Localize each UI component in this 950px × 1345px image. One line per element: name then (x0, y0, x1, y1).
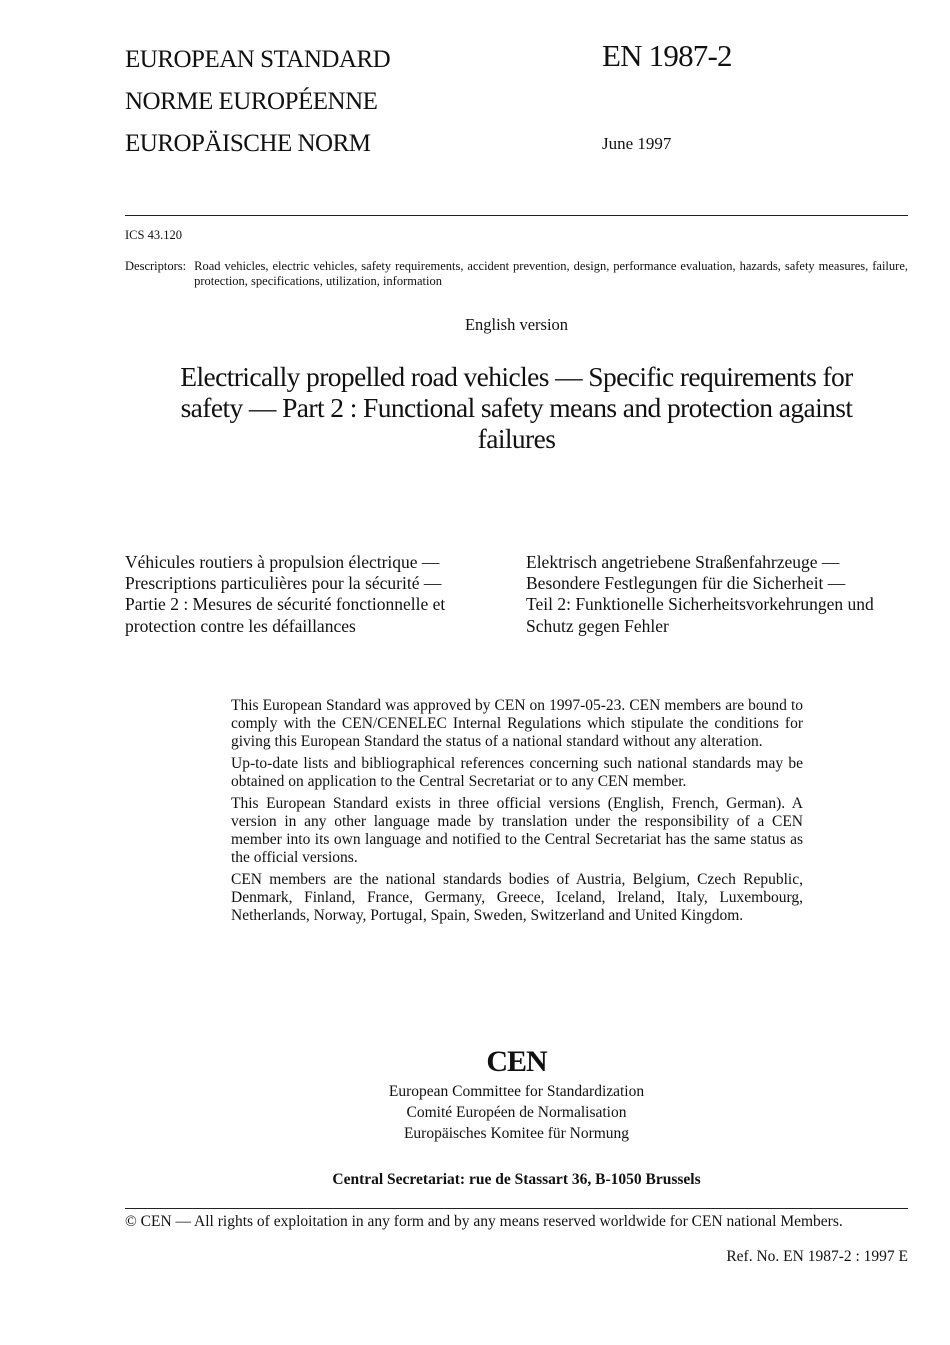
french-title-line: Véhicules routiers à propulsion électrique — (125, 552, 440, 572)
french-title-line: Prescriptions particulières pour la sécurité — (125, 573, 442, 594)
top-divider (125, 215, 908, 216)
title-line: failures (477, 423, 556, 454)
language-version: English version (464, 315, 569, 334)
versions-paragraph: This European Standard exists in three official versions (English, French, German). A version in any other language made by translation under the responsibility of a CEN member into its own language and notified to the Central Secretariat has the same status as the official versions. (231, 795, 803, 866)
ics-code: ICS 43.120 (125, 228, 182, 242)
title-line: safety — Part 2 : Functional safety means and protection against (180, 392, 853, 423)
french-title (125, 552, 475, 637)
publication-date: June 1997 (602, 134, 672, 153)
french-title-line: Partie 2 : Mesures de sécurité fonctionnelle et (125, 594, 446, 615)
org-name-french: Comité Européen de Normalisation (406, 1104, 627, 1121)
descriptors-label: Descriptors: (125, 259, 187, 273)
availability-paragraph: Up-to-date lists and bibliographical references concerning such national standards may be obtained on application to the Central Secretariat or to any CEN member. (231, 755, 803, 790)
approval-paragraph: This European Standard was approved by CEN on 1997-05-23. CEN members are bound to comply with the CEN/CENELEC Internal Regulations which stipulate the conditions for giving this European Standard the status of a national standard without any alteration. (231, 697, 803, 750)
approval-notice (231, 697, 803, 929)
german-title-line: Schutz gegen Fehler (526, 615, 669, 636)
bottom-divider (125, 1208, 908, 1209)
members-paragraph: CEN members are the national standards bodies of Austria, Belgium, Czech Republic, Denmark, Finland, France, Germany, Greece, Iceland, Ireland, Italy, Luxembourg, Netherlands, Norway, Portugal, Spain, Sweden, Switzerland and United Kingdom. (231, 871, 803, 924)
copyright-notice: © CEN — All rights of exploitation in any form and by any means reserved worldwide for CEN national Members. (125, 1213, 843, 1230)
german-title-line: Teil 2: Funktionelle Sicherheitsvorkehrungen und (526, 594, 874, 615)
cen-logo: CEN (486, 1045, 547, 1078)
secretariat-address: Central Secretariat: rue de Stassart 36, B-1050 Brussels (332, 1171, 701, 1188)
org-name-english: European Committee for Standardization (388, 1083, 645, 1100)
org-name-german: Europäisches Komitee für Normung (403, 1125, 630, 1142)
document-title (125, 361, 908, 454)
reference-number: Ref. No. EN 1987-2 : 1997 E (726, 1248, 908, 1265)
german-title (526, 552, 896, 637)
german-title-line: Elektrisch angetriebene Straßenfahrzeuge — (526, 552, 840, 572)
title-line: Electrically propelled road vehicles — Specific requirements for (180, 361, 853, 392)
french-title-line: protection contre les défaillances (125, 615, 356, 636)
descriptors-text: Road vehicles, electric vehicles, safety requirements, accident prevention, design, performance evaluation, hazards, safety measures, failure, protection, specifications, utilization, information (194, 259, 908, 288)
heading-english: EUROPEAN STANDARD (125, 46, 391, 73)
standard-number: EN 1987-2 (602, 38, 732, 73)
german-title-line: Besondere Festlegungen für die Sicherheit — (526, 573, 846, 594)
heading-french: NORME EUROPÉENNE (125, 88, 378, 115)
descriptors (125, 259, 908, 289)
heading-german: EUROPÄISCHE NORM (125, 130, 371, 157)
